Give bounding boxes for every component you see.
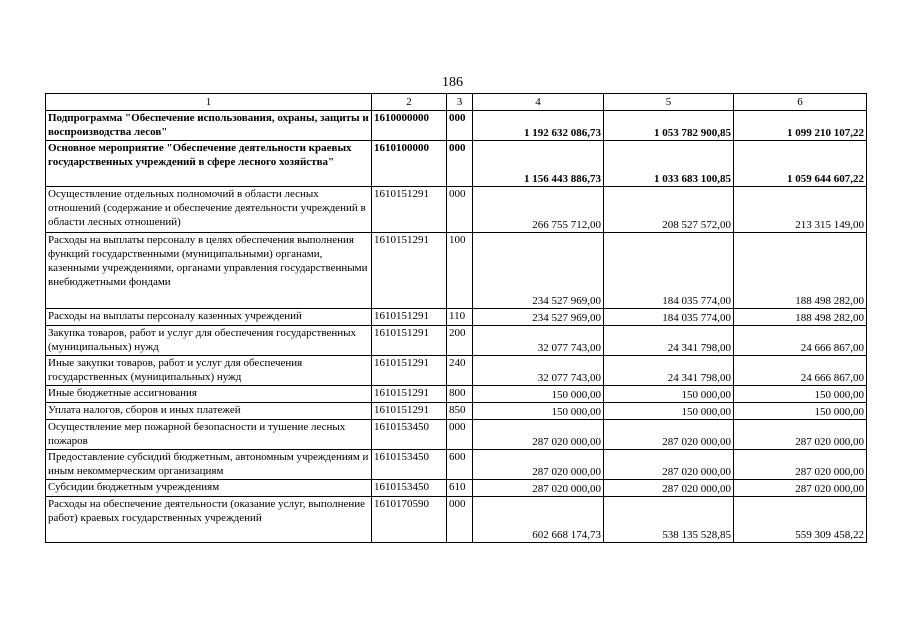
row-amount-2-cell: 24 341 798,00 bbox=[604, 356, 734, 386]
row-expense-type-cell: 600 bbox=[447, 450, 473, 480]
row-amount-3-cell: 150 000,00 bbox=[734, 403, 867, 420]
budget-table-body bbox=[46, 94, 867, 543]
budget-table bbox=[45, 93, 867, 543]
row-amount-1-cell: 1 156 443 886,73 bbox=[473, 141, 604, 187]
row-expense-type-cell: 000 bbox=[447, 420, 473, 450]
row-target-code-cell: 1610151291 bbox=[372, 326, 447, 356]
row-amount-3-cell: 287 020 000,00 bbox=[734, 480, 867, 497]
row-amount-1-cell: 234 527 969,00 bbox=[473, 233, 604, 309]
row-expense-type-cell: 000 bbox=[447, 111, 473, 141]
row-amount-1-cell: 150 000,00 bbox=[473, 386, 604, 403]
row-name-cell: Осуществление отдельных полномочий в области лесных отношений (содержание и обеспечение деятельности учреждений в области лесных отношений) bbox=[46, 187, 372, 233]
row-name-cell: Расходы на выплаты персоналу казенных учреждений bbox=[46, 309, 372, 326]
row-expense-type-cell: 200 bbox=[447, 326, 473, 356]
table-row bbox=[46, 450, 867, 480]
table-row bbox=[46, 356, 867, 386]
table-row bbox=[46, 420, 867, 450]
row-target-code-cell: 1610151291 bbox=[372, 386, 447, 403]
column-header-3: 3 bbox=[447, 94, 473, 111]
row-amount-2-cell: 1 033 683 100,85 bbox=[604, 141, 734, 187]
row-amount-1-cell: 602 668 174,73 bbox=[473, 497, 604, 543]
row-name-cell: Иные бюджетные ассигнования bbox=[46, 386, 372, 403]
row-name-cell: Иные закупки товаров, работ и услуг для обеспечения государственных (муниципальных) нужд bbox=[46, 356, 372, 386]
row-amount-1-cell: 287 020 000,00 bbox=[473, 450, 604, 480]
table-row bbox=[46, 497, 867, 543]
row-amount-2-cell: 150 000,00 bbox=[604, 386, 734, 403]
table-row bbox=[46, 141, 867, 187]
row-amount-3-cell: 287 020 000,00 bbox=[734, 450, 867, 480]
row-amount-2-cell: 150 000,00 bbox=[604, 403, 734, 420]
row-name-cell: Расходы на обеспечение деятельности (оказание услуг, выполнение работ) краевых государственных учреждений bbox=[46, 497, 372, 543]
row-amount-1-cell: 150 000,00 bbox=[473, 403, 604, 420]
row-expense-type-cell: 100 bbox=[447, 233, 473, 309]
row-name-cell: Субсидии бюджетным учреждениям bbox=[46, 480, 372, 497]
row-amount-2-cell: 184 035 774,00 bbox=[604, 309, 734, 326]
table-row bbox=[46, 187, 867, 233]
row-amount-1-cell: 32 077 743,00 bbox=[473, 356, 604, 386]
row-target-code-cell: 1610151291 bbox=[372, 403, 447, 420]
row-amount-3-cell: 150 000,00 bbox=[734, 386, 867, 403]
row-target-code-cell: 1610151291 bbox=[372, 309, 447, 326]
row-amount-2-cell: 24 341 798,00 bbox=[604, 326, 734, 356]
row-amount-1-cell: 1 192 632 086,73 bbox=[473, 111, 604, 141]
table-row bbox=[46, 403, 867, 420]
row-name-cell: Подпрограмма "Обеспечение использования, охраны, защиты и воспроизводства лесов" bbox=[46, 111, 372, 141]
row-amount-1-cell: 234 527 969,00 bbox=[473, 309, 604, 326]
row-name-cell: Основное мероприятие "Обеспечение деятельности краевых государственных учреждений в сфере лесного хозяйства" bbox=[46, 141, 372, 187]
row-amount-2-cell: 1 053 782 900,85 bbox=[604, 111, 734, 141]
row-expense-type-cell: 610 bbox=[447, 480, 473, 497]
row-expense-type-cell: 240 bbox=[447, 356, 473, 386]
row-name-cell: Уплата налогов, сборов и иных платежей bbox=[46, 403, 372, 420]
table-row bbox=[46, 233, 867, 309]
row-expense-type-cell: 000 bbox=[447, 141, 473, 187]
row-target-code-cell: 1610151291 bbox=[372, 187, 447, 233]
row-amount-3-cell: 24 666 867,00 bbox=[734, 356, 867, 386]
row-target-code-cell: 1610151291 bbox=[372, 233, 447, 309]
row-amount-3-cell: 287 020 000,00 bbox=[734, 420, 867, 450]
table-row bbox=[46, 326, 867, 356]
row-amount-3-cell: 213 315 149,00 bbox=[734, 187, 867, 233]
column-header-4: 4 bbox=[473, 94, 604, 111]
row-target-code-cell: 1610151291 bbox=[372, 356, 447, 386]
column-header-6: 6 bbox=[734, 94, 867, 111]
row-target-code-cell: 1610000000 bbox=[372, 111, 447, 141]
row-amount-2-cell: 184 035 774,00 bbox=[604, 233, 734, 309]
table-header-row bbox=[46, 94, 867, 111]
row-amount-1-cell: 287 020 000,00 bbox=[473, 480, 604, 497]
row-target-code-cell: 1610153450 bbox=[372, 480, 447, 497]
row-amount-3-cell: 24 666 867,00 bbox=[734, 326, 867, 356]
row-amount-2-cell: 538 135 528,85 bbox=[604, 497, 734, 543]
row-amount-3-cell: 188 498 282,00 bbox=[734, 309, 867, 326]
column-header-1: 1 bbox=[46, 94, 372, 111]
row-amount-2-cell: 287 020 000,00 bbox=[604, 480, 734, 497]
row-amount-3-cell: 1 099 210 107,22 bbox=[734, 111, 867, 141]
row-name-cell: Расходы на выплаты персоналу в целях обеспечения выполнения функций государственными (муниципальными) органами, казенными учреждениями, органами управления государственными внебюджетными фондами bbox=[46, 233, 372, 309]
row-amount-3-cell: 1 059 644 607,22 bbox=[734, 141, 867, 187]
row-amount-2-cell: 208 527 572,00 bbox=[604, 187, 734, 233]
row-amount-3-cell: 559 309 458,22 bbox=[734, 497, 867, 543]
row-target-code-cell: 1610153450 bbox=[372, 420, 447, 450]
row-expense-type-cell: 000 bbox=[447, 187, 473, 233]
row-amount-2-cell: 287 020 000,00 bbox=[604, 420, 734, 450]
column-header-2: 2 bbox=[372, 94, 447, 111]
row-amount-3-cell: 188 498 282,00 bbox=[734, 233, 867, 309]
table-row bbox=[46, 386, 867, 403]
row-expense-type-cell: 800 bbox=[447, 386, 473, 403]
row-expense-type-cell: 000 bbox=[447, 497, 473, 543]
row-name-cell: Осуществление мер пожарной безопасности и тушение лесных пожаров bbox=[46, 420, 372, 450]
row-amount-1-cell: 32 077 743,00 bbox=[473, 326, 604, 356]
row-amount-1-cell: 266 755 712,00 bbox=[473, 187, 604, 233]
row-target-code-cell: 1610100000 bbox=[372, 141, 447, 187]
row-name-cell: Предоставление субсидий бюджетным, автономным учреждениям и иным некоммерческим организациям bbox=[46, 450, 372, 480]
row-target-code-cell: 1610170590 bbox=[372, 497, 447, 543]
row-amount-1-cell: 287 020 000,00 bbox=[473, 420, 604, 450]
row-amount-2-cell: 287 020 000,00 bbox=[604, 450, 734, 480]
row-target-code-cell: 1610153450 bbox=[372, 450, 447, 480]
row-expense-type-cell: 850 bbox=[447, 403, 473, 420]
row-name-cell: Закупка товаров, работ и услуг для обеспечения государственных (муниципальных) нужд bbox=[46, 326, 372, 356]
table-row bbox=[46, 309, 867, 326]
table-row bbox=[46, 480, 867, 497]
row-expense-type-cell: 110 bbox=[447, 309, 473, 326]
page-number: 186 bbox=[442, 75, 463, 90]
table-row bbox=[46, 111, 867, 141]
column-header-5: 5 bbox=[604, 94, 734, 111]
